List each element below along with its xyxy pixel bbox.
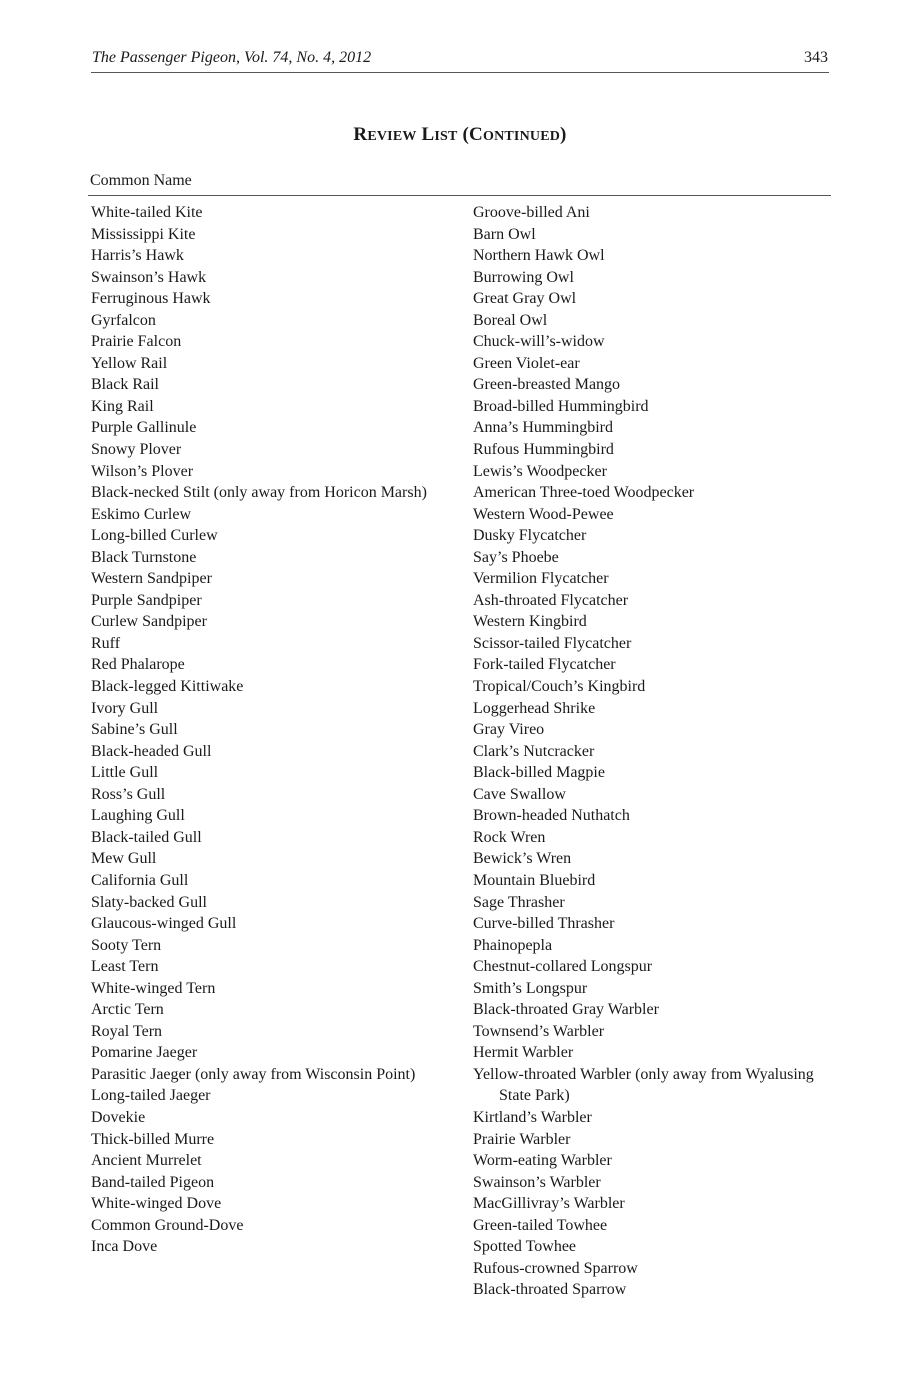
species-list-item: Long-tailed Jaeger bbox=[91, 1087, 211, 1105]
title-close-paren: ) bbox=[560, 124, 567, 145]
species-list-item: California Gull bbox=[91, 871, 189, 889]
species-list-item: Glaucous-winged Gull bbox=[91, 915, 237, 933]
species-list-item: Black-throated Gray Warbler bbox=[473, 1001, 659, 1019]
species-list-item: Rufous Hummingbird bbox=[473, 441, 614, 459]
species-list-item: Little Gull bbox=[91, 764, 159, 782]
species-list-item: Sage Thrasher bbox=[473, 893, 565, 911]
species-list-item: Say’s Phoebe bbox=[473, 548, 559, 566]
left-species-column bbox=[91, 202, 441, 1258]
species-list-item: Pomarine Jaeger bbox=[91, 1044, 198, 1062]
species-list-item: Scissor-tailed Flycatcher bbox=[473, 634, 632, 652]
species-list-item: Purple Gallinule bbox=[91, 419, 197, 437]
species-list-item: Arctic Tern bbox=[91, 1001, 164, 1019]
species-list-item: Spotted Towhee bbox=[473, 1238, 577, 1256]
species-list-item: Black-throated Sparrow bbox=[473, 1281, 627, 1299]
species-list-item: Phainopepla bbox=[473, 936, 553, 954]
species-list-item: White-winged Tern bbox=[91, 979, 216, 997]
species-list-item: Sooty Tern bbox=[91, 936, 162, 954]
species-list-item: Band-tailed Pigeon bbox=[91, 1173, 215, 1191]
species-list-item: Chuck-will’s-widow bbox=[473, 333, 605, 351]
species-list-item: Curlew Sandpiper bbox=[91, 613, 207, 631]
species-list-item: Mountain Bluebird bbox=[473, 871, 596, 889]
species-list-item: Gray Vireo bbox=[473, 721, 545, 739]
title-initial-l: L bbox=[421, 124, 435, 145]
species-list-item: Barn Owl bbox=[473, 225, 536, 243]
species-list-item: Long-billed Curlew bbox=[91, 527, 218, 545]
right-species-column bbox=[473, 202, 828, 1301]
species-list-item: Dusky Flycatcher bbox=[473, 527, 587, 545]
species-list-item: Groove-billed Ani bbox=[473, 204, 590, 221]
species-list-item: Chestnut-collared Longspur bbox=[473, 958, 653, 976]
species-list-item: White-tailed Kite bbox=[91, 204, 203, 221]
species-list-item: Inca Dove bbox=[91, 1238, 158, 1256]
header-rule bbox=[88, 195, 831, 196]
title-initial-r: R bbox=[353, 124, 368, 145]
species-list-item: Fork-tailed Flycatcher bbox=[473, 656, 616, 674]
page-title bbox=[0, 124, 920, 146]
species-list-item: Black-necked Stilt (only away from Horicon Marsh) bbox=[91, 484, 427, 502]
species-list-item: Royal Tern bbox=[91, 1022, 163, 1040]
species-list-item: Ancient Murrelet bbox=[91, 1152, 202, 1170]
species-list-item: Swainson’s Hawk bbox=[91, 268, 207, 286]
species-list-item: Brown-headed Nuthatch bbox=[473, 807, 630, 825]
species-list-item: Loggerhead Shrike bbox=[473, 699, 596, 717]
species-list-item: Black-billed Magpie bbox=[473, 764, 605, 782]
species-list-item: Snowy Plover bbox=[91, 441, 182, 459]
species-list-item: Laughing Gull bbox=[91, 807, 185, 825]
species-list-item: Black Rail bbox=[91, 376, 159, 394]
species-list-item: Rufous-crowned Sparrow bbox=[473, 1259, 638, 1277]
species-list-item: Harris’s Hawk bbox=[91, 247, 184, 265]
species-list-item: Hermit Warbler bbox=[473, 1044, 574, 1062]
species-list-item: Yellow Rail bbox=[91, 354, 168, 372]
species-list-item: Ivory Gull bbox=[91, 699, 159, 717]
species-list-item: Bewick’s Wren bbox=[473, 850, 572, 868]
title-rest-review: EVIEW bbox=[367, 129, 417, 144]
species-list-item: Wilson’s Plover bbox=[91, 462, 194, 480]
species-list-item: Swainson’s Warbler bbox=[473, 1173, 601, 1191]
species-list-item: Prairie Warbler bbox=[473, 1130, 571, 1148]
species-list-item: Northern Hawk Owl bbox=[473, 247, 605, 265]
species-list-item: Mew Gull bbox=[91, 850, 157, 868]
species-list-item: Tropical/Couch’s Kingbird bbox=[473, 678, 646, 696]
title-rest-list: IST bbox=[434, 129, 458, 144]
species-list-item: Black-headed Gull bbox=[91, 742, 212, 760]
species-list-item: Lewis’s Woodpecker bbox=[473, 462, 607, 480]
running-head bbox=[91, 48, 829, 73]
species-list-item: Great Gray Owl bbox=[473, 290, 577, 308]
species-list-item: Ross’s Gull bbox=[91, 785, 166, 803]
species-list-item: Eskimo Curlew bbox=[91, 505, 191, 523]
species-list-item: Purple Sandpiper bbox=[91, 591, 202, 609]
species-list-item: Parasitic Jaeger (only away from Wisconsin Point) bbox=[91, 1065, 416, 1083]
species-list-item: Smith’s Longspur bbox=[473, 979, 588, 997]
species-list-item: Green-breasted Mango bbox=[473, 376, 621, 394]
species-list-item: Slaty-backed Gull bbox=[91, 893, 207, 911]
species-list-item: Mississippi Kite bbox=[91, 225, 196, 243]
species-list-item: Anna’s Hummingbird bbox=[473, 419, 613, 437]
species-list-item: American Three-toed Woodpecker bbox=[473, 484, 695, 502]
species-list-item: Cave Swallow bbox=[473, 785, 566, 803]
species-list-item: White-winged Dove bbox=[91, 1195, 222, 1213]
species-list-item: Sabine’s Gull bbox=[91, 721, 178, 739]
species-list-item: Burrowing Owl bbox=[473, 268, 574, 286]
species-list-item: Boreal Owl bbox=[473, 311, 548, 329]
species-list-item: Least Tern bbox=[91, 958, 159, 976]
species-list-item: Western Kingbird bbox=[473, 613, 587, 631]
species-list-item: MacGillivray’s Warbler bbox=[473, 1195, 625, 1213]
species-list-item: Green Violet-ear bbox=[473, 354, 580, 372]
species-list-item: Yellow-throated Warbler (only away from Wyalusing State Park) bbox=[473, 1065, 814, 1105]
species-list-item: Western Sandpiper bbox=[91, 570, 212, 588]
species-list-item: Rock Wren bbox=[473, 828, 546, 846]
species-list-item: Green-tailed Towhee bbox=[473, 1216, 608, 1234]
title-rest-continued: ONTINUED bbox=[482, 129, 561, 144]
species-list-item: Ferruginous Hawk bbox=[91, 290, 211, 308]
species-list-item: Common Ground-Dove bbox=[91, 1216, 244, 1234]
species-list-item: Thick-billed Murre bbox=[91, 1130, 215, 1148]
species-list-item: King Rail bbox=[91, 397, 154, 415]
species-list-item: Townsend’s Warbler bbox=[473, 1022, 605, 1040]
species-list-item: Prairie Falcon bbox=[91, 333, 182, 351]
journal-citation: The Passenger Pigeon, Vol. 74, No. 4, 2012 bbox=[92, 49, 372, 66]
species-list-item: Broad-billed Hummingbird bbox=[473, 397, 649, 415]
species-list-item: Western Wood-Pewee bbox=[473, 505, 614, 523]
title-open-paren: (C bbox=[462, 124, 483, 145]
species-list-item: Clark’s Nutcracker bbox=[473, 742, 595, 760]
species-list-item: Worm-eating Warbler bbox=[473, 1152, 612, 1170]
species-list-item: Vermilion Flycatcher bbox=[473, 570, 609, 588]
species-list-item: Ash-throated Flycatcher bbox=[473, 591, 629, 609]
species-list-item: Curve-billed Thrasher bbox=[473, 915, 615, 933]
species-list-item: Dovekie bbox=[91, 1108, 146, 1126]
species-list-item: Black-legged Kittiwake bbox=[91, 678, 244, 696]
species-list-item: Black-tailed Gull bbox=[91, 828, 202, 846]
species-list-item: Black Turnstone bbox=[91, 548, 197, 566]
page-number: 343 bbox=[804, 49, 828, 66]
column-header: Common Name bbox=[90, 172, 192, 189]
species-list-item: Kirtland’s Warbler bbox=[473, 1108, 592, 1126]
species-list-item: Gyrfalcon bbox=[91, 311, 156, 329]
species-list-item: Ruff bbox=[91, 634, 121, 652]
species-list-item: Red Phalarope bbox=[91, 656, 185, 674]
